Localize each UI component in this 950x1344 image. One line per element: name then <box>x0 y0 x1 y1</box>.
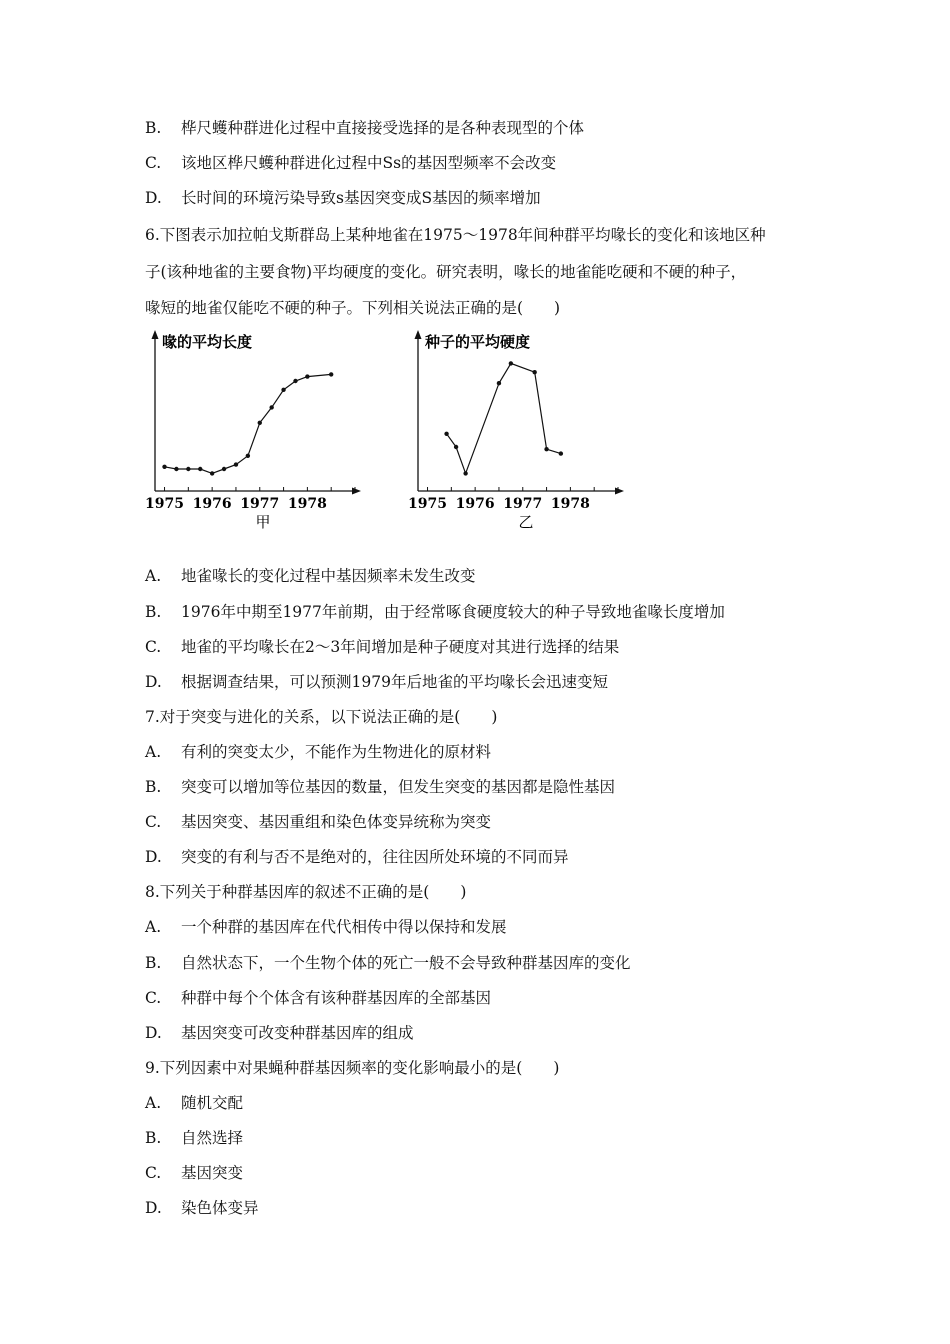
q8-option-b <box>145 953 631 973</box>
data-point <box>258 421 262 425</box>
option-text: 种群中每个个体含有该种群基因库的全部基因 <box>181 989 492 1007</box>
option-text: 突变的有利与否不是绝对的，往往因所处环境的不同而异 <box>181 848 569 866</box>
option-text: 自然状态下，一个生物个体的死亡一般不会导致种群基因库的变化 <box>181 954 631 972</box>
q6-stem-line-3: 喙短的地雀仅能吃不硬的种子。下列相关说法正确的是( ) <box>145 299 561 317</box>
data-point <box>174 467 178 471</box>
data-point <box>186 467 190 471</box>
q9-stem: 9.下列因素中对果蝇种群基因频率的变化影响最小的是( ) <box>145 1059 560 1077</box>
series-line <box>447 363 561 473</box>
option-text: 随机交配 <box>181 1094 244 1112</box>
option-letter: B. <box>145 603 162 621</box>
data-point <box>559 451 563 455</box>
option-letter: C. <box>145 1164 162 1182</box>
option-text: 染色体变异 <box>181 1199 259 1217</box>
data-point <box>162 465 166 469</box>
option-letter: B. <box>145 119 162 137</box>
y-axis-label: 喙的平均长度 <box>162 333 253 351</box>
y-axis-arrow-icon <box>152 330 159 339</box>
data-point <box>544 447 548 451</box>
option-letter: A. <box>145 1094 162 1112</box>
data-point <box>532 370 536 374</box>
option-text: 一个种群的基因库在代代相传中得以保持和发展 <box>181 918 507 936</box>
q6-option-c <box>145 637 619 657</box>
option-text: 1976年中期至1977年前期，由于经常啄食硬度较大的种子导致地雀喙长度增加 <box>181 603 725 621</box>
option-letter: D. <box>145 673 162 691</box>
option-letter: A. <box>145 567 162 585</box>
q6-stem-line-1: 6.下图表示加拉帕戈斯群岛上某种地雀在1975～1978年间种群平均喙长的变化和该地区种 <box>145 226 766 244</box>
chart-title: 甲 <box>255 513 271 531</box>
option-text: 桦尺蠖种群进化过程中直接接受选择的是各种表现型的个体 <box>181 119 585 137</box>
q6-option-b <box>145 602 725 622</box>
q9-option-a <box>145 1093 243 1113</box>
x-tick-label: 1975 <box>145 496 185 512</box>
option-text: 基因突变 <box>181 1164 244 1182</box>
option-letter: B. <box>145 954 162 972</box>
option-letter: C. <box>145 989 162 1007</box>
data-point <box>293 379 297 383</box>
data-point <box>222 467 226 471</box>
data-point <box>269 405 273 409</box>
option-letter: D. <box>145 1199 162 1217</box>
data-point <box>444 432 448 436</box>
x-axis-arrow-icon <box>615 488 624 495</box>
q7-option-b <box>145 777 615 797</box>
q7-option-c <box>145 812 491 832</box>
q8-option-a <box>145 917 507 937</box>
chart-yi <box>408 330 624 531</box>
option-text: 该地区桦尺蠖种群进化过程中Ss的基因型频率不会改变 <box>181 154 557 172</box>
option-letter: C. <box>145 638 162 656</box>
x-tick-label: 1976 <box>455 496 495 512</box>
data-point <box>329 372 333 376</box>
q6-stem-line-2: 子(该种地雀的主要食物)平均硬度的变化。研究表明，喙长的地雀能吃硬和不硬的种子， <box>145 263 747 281</box>
option-letter: B. <box>145 1129 162 1147</box>
x-tick-label: 1978 <box>550 496 590 512</box>
data-points <box>162 372 333 475</box>
option-text: 基因突变、基因重组和染色体变异统称为突变 <box>181 813 492 831</box>
data-point <box>454 445 458 449</box>
series-line <box>165 374 332 473</box>
q6-charts-svg <box>145 328 645 538</box>
data-point <box>210 471 214 475</box>
y-axis-label: 种子的平均硬度 <box>425 333 531 351</box>
option-text: 基因突变可改变种群基因库的组成 <box>181 1024 414 1042</box>
q8-stem: 8.下列关于种群基因库的叙述不正确的是( ) <box>145 883 467 901</box>
x-tick-label: 1978 <box>287 496 327 512</box>
q5-option-b <box>145 118 584 138</box>
option-letter: C. <box>145 813 162 831</box>
data-point <box>497 381 501 385</box>
q7-stem: 7.对于突变与进化的关系，以下说法正确的是( ) <box>145 708 498 726</box>
option-letter: B. <box>145 778 162 796</box>
q8-option-d <box>145 1023 414 1043</box>
q7-option-d <box>145 847 569 867</box>
q9-option-b <box>145 1128 243 1148</box>
option-text: 自然选择 <box>181 1129 244 1147</box>
q6-option-a <box>145 566 476 586</box>
chart-jia <box>145 330 361 531</box>
option-text: 地雀喙长的变化过程中基因频率未发生改变 <box>181 567 476 585</box>
data-point <box>305 374 309 378</box>
data-point <box>198 467 202 471</box>
q5-option-d <box>145 188 541 208</box>
option-letter: C. <box>145 154 162 172</box>
data-point <box>281 388 285 392</box>
data-point <box>509 361 513 365</box>
q9-option-c <box>145 1163 243 1183</box>
chart-title: 乙 <box>518 513 534 531</box>
q9-option-d <box>145 1198 259 1218</box>
y-axis-arrow-icon <box>415 330 422 339</box>
q6-figure <box>145 328 645 538</box>
option-letter: D. <box>145 848 162 866</box>
q8-option-c <box>145 988 491 1008</box>
option-text: 长时间的环境污染导致s基因突变成S基因的频率增加 <box>181 189 541 207</box>
q7-option-a <box>145 742 491 762</box>
q5-option-c <box>145 153 556 173</box>
x-tick-label: 1977 <box>503 496 543 512</box>
x-tick-label: 1977 <box>240 496 280 512</box>
x-axis-arrow-icon <box>352 488 361 495</box>
data-points <box>444 361 563 475</box>
option-text: 根据调查结果，可以预测1979年后地雀的平均喙长会迅速变短 <box>181 673 608 691</box>
option-letter: A. <box>145 918 162 936</box>
option-text: 地雀的平均喙长在2～3年间增加是种子硬度对其进行选择的结果 <box>181 638 620 656</box>
data-point <box>463 471 467 475</box>
q6-option-d <box>145 672 608 692</box>
option-letter: D. <box>145 189 162 207</box>
x-tick-label: 1976 <box>192 496 232 512</box>
option-letter: A. <box>145 743 162 761</box>
option-letter: D. <box>145 1024 162 1042</box>
data-point <box>246 454 250 458</box>
option-text: 突变可以增加等位基因的数量，但发生突变的基因都是隐性基因 <box>181 778 616 796</box>
x-tick-label: 1975 <box>408 496 448 512</box>
data-point <box>234 462 238 466</box>
option-text: 有利的突变太少，不能作为生物进化的原材料 <box>181 743 492 761</box>
